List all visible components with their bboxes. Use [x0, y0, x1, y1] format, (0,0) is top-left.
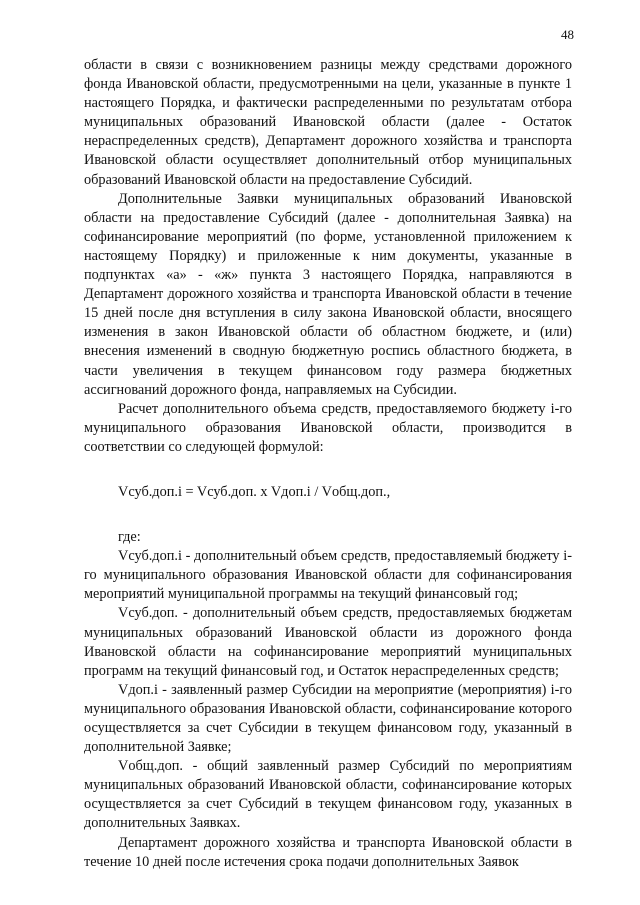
document-body: [84, 56, 572, 872]
page-number: 48: [561, 27, 574, 42]
paragraph-department-review: Департамент дорожного хозяйства и транспорта Ивановской области в течение 10 дней после истечения срока подачи дополнительных Заявок: [84, 834, 572, 870]
paragraph-calculation-intro: Расчет дополнительного объема средств, предоставляемого бюджету i-го муниципального образования Ивановской области, производится в соответствии со следующей формулой:: [84, 400, 572, 455]
definition-vsub-dop: Vсуб.доп. - дополнительный объем средств, предоставляемых бюджетам муниципальных образований Ивановской области из дорожного фонда Ивановской области на софинансирование мероприятий муниципальных программ на текущий финансовый год, и Остаток нераспределенных средств;: [84, 605, 572, 679]
formula: Vсуб.доп.i = Vсуб.доп. x Vдоп.i / Vобщ.доп.,: [118, 483, 391, 500]
definition-vdop-i: Vдоп.i - заявленный размер Субсидии на мероприятие (мероприятия) i-го муниципального образования Ивановской области, софинансирование которого осуществляется за счет Субсидии в текущем финансовом году, указанный в дополнительной Заявке;: [84, 681, 572, 756]
paragraph-additional-applications: Дополнительные Заявки муниципальных образований Ивановской области на предоставление Субсидий (далее - дополнительная Заявка) на софинансирование мероприятий (по форме, установленной приложением к настоящему Порядку) и приложенные к ним документы, указанные в подпунктах «а» - «ж» пункта 3 настоящего Порядка, направляются в Департамент дорожного хозяйства и транспорта Ивановской области в течение 15 дней после дня вступления в силу закона Ивановской области, вносящего изменения в закон Ивановской области об областном бюджете, и (или) внесения изменений в сводную бюджетную роспись областного бюджета, в части увеличения в текущем финансовом году размера бюджетных ассигнований дорожного фонда, направляемых на Субсидии.: [84, 190, 572, 398]
paragraph-continuation: области в связи с возникновением разницы между средствами дорожного фонда Ивановской области, предусмотренными на цели, указанные в пункте 1 настоящего Порядка, и фактически распределенными по результатам отбора муниципальных образований Ивановской области (далее - Остаток нераспределенных средств), Департамент дорожного хозяйства и транспорта Ивановской области осуществляет дополнительный отбор муниципальных образований Ивановской области на предоставление Субсидий.: [84, 57, 572, 188]
formula-where-label: где:: [118, 529, 141, 546]
definition-vobshch-dop: Vобщ.доп. - общий заявленный размер Субсидий по мероприятиям муниципальных образований Ивановской области, софинансирование которых осуществляется за счет Субсидий в текущем финансовом году, указанных в дополнительных Заявках.: [84, 758, 572, 832]
definition-vsub-dop-i: Vсуб.доп.i - дополнительный объем средств, предоставляемый бюджету i-го муниципального образования Ивановской области для софинансирования мероприятий муниципальной программы на текущий финансовый год;: [84, 548, 572, 603]
